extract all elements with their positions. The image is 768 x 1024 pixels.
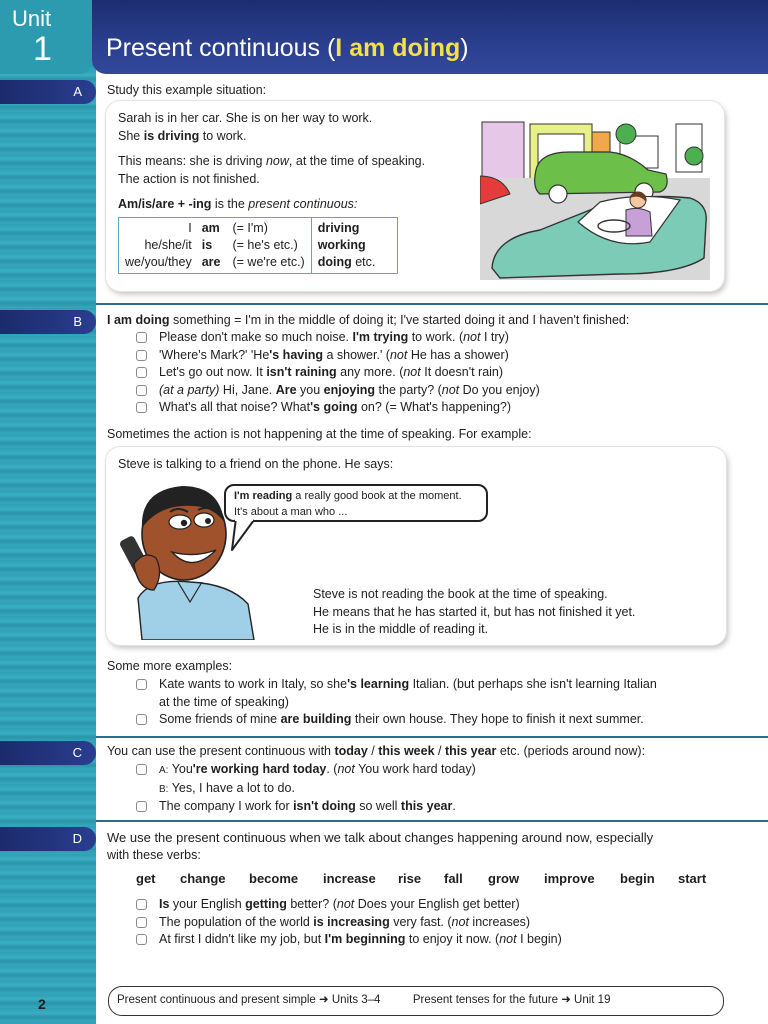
- list-item: Let's go out now. It isn't raining any more. (not It doesn't rain): [136, 364, 540, 382]
- list-item: What's all that noise? What's going on? (= What's happening?): [136, 399, 540, 417]
- page-title: Present continuous (I am doing): [106, 34, 469, 62]
- list-item: Kate wants to work in Italy, so she's learning Italian. (but perhaps she isn't learning Italian at the time of speaking): [136, 676, 657, 711]
- bullet-icon: [136, 801, 147, 812]
- arrow-icon: ➜: [561, 994, 571, 1006]
- section-tab-d: D: [0, 827, 96, 851]
- cross-reference-box: [108, 986, 724, 1016]
- verb: grow: [488, 871, 520, 886]
- bullet-icon: [136, 679, 147, 690]
- d-example-list: [136, 896, 562, 949]
- bullet-icon: [136, 934, 147, 945]
- page-number: 2: [38, 996, 46, 1012]
- c-intro: You can use the present continuous with today / this week / this year etc. (periods around now):: [107, 744, 646, 758]
- verb: start: [678, 871, 707, 886]
- speech-bubble-tail: [228, 518, 258, 552]
- cross-ref-link[interactable]: Present continuous and present simple ➜ Units 3–4: [117, 994, 381, 1006]
- unit-badge: [0, 0, 92, 74]
- d-intro-line2: with these verbs:: [107, 848, 201, 862]
- section-tab-b: B: [0, 310, 96, 334]
- list-item: 'Where's Mark?' 'He's having a shower.' (not He has a shower): [136, 347, 540, 365]
- table-row: I he/she/it we/you/they am is are (= I'm) (= he's etc.) (= we're etc.) driving working doing etc.: [119, 218, 398, 274]
- verb: increase: [323, 871, 376, 886]
- bullet-icon: [136, 917, 147, 928]
- title-highlight: I am doing: [335, 34, 461, 62]
- present-continuous-table: [118, 217, 398, 274]
- c-example-list: [136, 761, 476, 816]
- d-intro-line1: We use the present continuous when we talk about changes happening around now, especially: [107, 830, 654, 845]
- bullet-icon: [136, 402, 147, 413]
- steve-line2: He means that he has started it, but has not finished it yet.: [313, 605, 636, 619]
- steve-intro: Steve is talking to a friend on the phone. He says:: [118, 457, 394, 471]
- a-line1: Sarah is in her car. She is on her way to work.: [118, 111, 373, 125]
- section-divider: [96, 736, 768, 738]
- list-item: Some friends of mine are building their own house. They hope to finish it next summer.: [136, 711, 657, 729]
- bullet-icon: [136, 714, 147, 725]
- title-band: [92, 0, 768, 74]
- list-item: The population of the world is increasing very fast. (not increases): [136, 914, 562, 932]
- bullet-icon: [136, 385, 147, 396]
- b-example-list: [136, 329, 540, 417]
- verb: get: [136, 871, 156, 886]
- side-strip: [0, 0, 96, 1024]
- b-intro: I am doing something = I'm in the middle of doing it; I've started doing it and I haven't finished:: [107, 313, 630, 327]
- more-examples-label: Some more examples:: [107, 659, 233, 673]
- verb: change: [180, 871, 226, 886]
- verb: become: [249, 871, 299, 886]
- list-item: (at a party) Hi, Jane. Are you enjoying the party? (not Do you enjoy): [136, 382, 540, 400]
- speech-bubble: I'm reading a really good book at the moment. It's about a man who ...: [224, 484, 488, 522]
- list-item: At first I didn't like my job, but I'm beginning to enjoy it now. (not I begin): [136, 931, 562, 949]
- a-line3: This means: she is driving now, at the time of speaking.: [118, 154, 426, 168]
- section-tab-c: C: [0, 741, 96, 765]
- bullet-icon: [136, 332, 147, 343]
- section-divider: [96, 303, 768, 305]
- car-illustration: [480, 118, 710, 280]
- a-line2: She is driving to work.: [118, 129, 247, 143]
- section-tab-a: A: [0, 80, 96, 104]
- more-examples-list: [136, 676, 657, 729]
- bullet-icon: [136, 350, 147, 361]
- list-item: A: You're working hard today. (not You work hard today): [136, 761, 476, 780]
- bullet-icon: [136, 764, 147, 775]
- verb: fall: [444, 871, 463, 886]
- verb: rise: [398, 871, 422, 886]
- list-item: Please don't make so much noise. I'm trying to work. (not I try): [136, 329, 540, 347]
- section-a-intro: Study this example situation:: [107, 83, 267, 97]
- bullet-icon: [136, 367, 147, 378]
- cross-ref-link[interactable]: Present tenses for the future ➜ Unit 19: [412, 994, 611, 1006]
- change-verbs: [136, 871, 706, 886]
- list-item: The company I work for isn't doing so well this year.: [136, 798, 476, 816]
- verb: begin: [620, 871, 655, 886]
- a-line5: Am/is/are + -ing is the present continuous:: [118, 197, 358, 211]
- unit-number: 1: [33, 30, 52, 68]
- list-item: Is your English getting better? (not Does your English get better): [136, 896, 562, 914]
- section-divider: [96, 820, 768, 822]
- steve-line1: Steve is not reading the book at the time of speaking.: [313, 587, 608, 601]
- steve-line3: He is in the middle of reading it.: [313, 622, 489, 636]
- arrow-icon: ➜: [319, 994, 329, 1006]
- bullet-icon: [136, 899, 147, 910]
- list-item: B: Yes, I have a lot to do.: [159, 780, 295, 795]
- unit-word: Unit: [12, 6, 52, 31]
- b-sometimes: Sometimes the action is not happening at the time of speaking. For example:: [107, 427, 532, 441]
- verb: improve: [544, 871, 595, 886]
- a-line4: The action is not finished.: [118, 172, 260, 186]
